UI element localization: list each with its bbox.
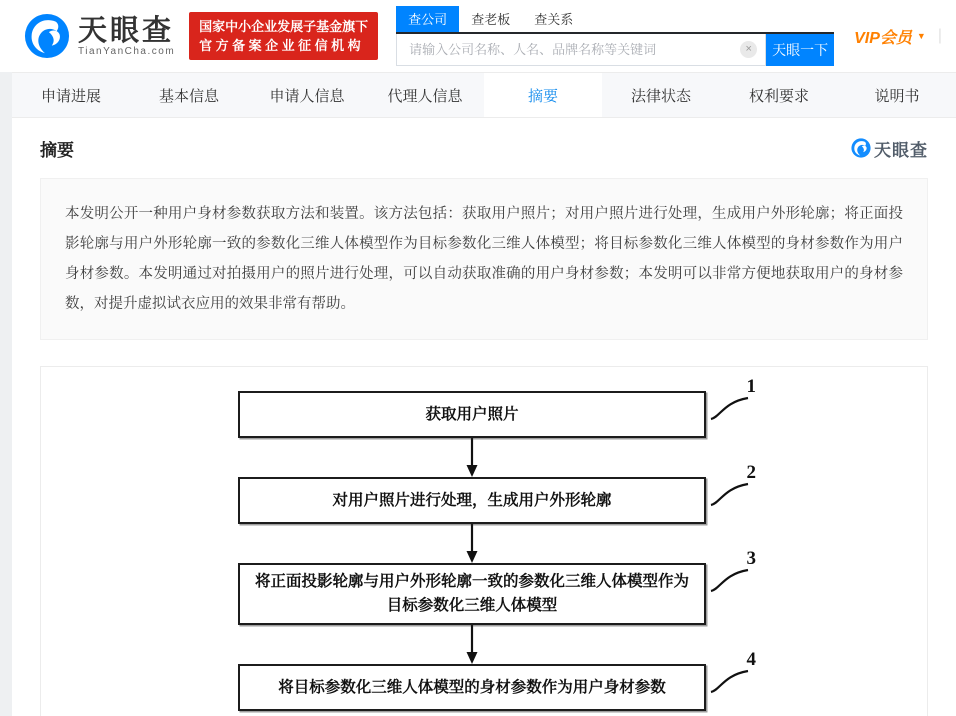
vip-label: VIP会员 xyxy=(854,29,912,47)
leader-curve xyxy=(710,480,750,508)
tab-agent-info[interactable]: 代理人信息 xyxy=(387,87,463,105)
flow-step-4 xyxy=(238,649,756,711)
search-tabs xyxy=(396,6,834,34)
tab-abstract[interactable]: 摘要 xyxy=(484,73,602,117)
tab-legal-status[interactable]: 法律状态 xyxy=(630,87,691,105)
gov-certification-badge xyxy=(189,12,378,60)
figure-number: 2 xyxy=(746,462,756,483)
down-arrow-icon xyxy=(464,524,480,563)
vip-menu[interactable] xyxy=(854,25,942,48)
tab-specification[interactable]: 说明书 xyxy=(874,87,920,105)
site-header xyxy=(0,0,956,72)
badge-line1: 国家中小企业发展子基金旗下 xyxy=(199,19,369,34)
logo-brand-text: 天眼查 xyxy=(78,14,175,47)
flow-step-1 xyxy=(238,376,756,438)
tab-application-progress[interactable]: 申请进展 xyxy=(40,87,101,105)
figure-number: 3 xyxy=(746,548,756,569)
page-title: 摘要 xyxy=(40,140,74,160)
tianyancha-logo[interactable] xyxy=(24,13,175,59)
flow-box: 获取用户照片 xyxy=(238,391,706,438)
tab-claims[interactable]: 权利要求 xyxy=(748,87,809,105)
search-tab-company[interactable]: 查公司 xyxy=(396,6,459,32)
logo-domain-text: TianYanCha.com xyxy=(78,45,176,57)
tianyancha-eye-icon xyxy=(24,13,70,59)
flow-step-2 xyxy=(238,462,756,524)
tianyancha-eye-icon xyxy=(851,138,871,158)
flow-box: 将目标参数化三维人体模型的身材参数作为用户身材参数 xyxy=(238,664,706,711)
patent-section-tabs xyxy=(12,72,956,118)
search-tab-relation[interactable]: 查关系 xyxy=(534,12,574,27)
leader-curve xyxy=(710,394,750,422)
figure-number: 1 xyxy=(746,376,756,397)
leader-curve xyxy=(710,667,750,695)
chevron-down-icon: ▼ xyxy=(916,31,926,41)
search-input[interactable] xyxy=(397,34,765,65)
flow-box: 将正面投影轮廓与用户外形轮廓一致的参数化三维人体模型作为目标参数化三维人体模型 xyxy=(238,563,706,625)
search-input-wrap xyxy=(396,34,766,66)
tianyancha-watermark xyxy=(851,136,928,161)
down-arrow-icon xyxy=(464,438,480,477)
figure-number: 4 xyxy=(746,649,756,670)
down-arrow-icon xyxy=(464,625,480,664)
patent-figure xyxy=(40,366,928,716)
page-body xyxy=(12,72,956,716)
flow-step-3 xyxy=(238,548,756,625)
search-tab-boss[interactable]: 查老板 xyxy=(471,12,511,27)
clear-search-icon[interactable]: × xyxy=(740,41,757,58)
leader-curve xyxy=(710,566,750,594)
tab-applicant-info[interactable]: 申请人信息 xyxy=(269,87,345,105)
abstract-text: 本发明公开一种用户身材参数获取方法和装置。该方法包括：获取用户照片；对用户照片进行处理，生成用户外形轮廓；将正面投影轮廓与用户外形轮廓一致的参数化三维人体模型作为目标参数化三维人体模型；将目标参数化三维人体模型的身材参数作为用户身材参数。本发明通过对拍摄用户的照片进行处理，可以自动获取准确的用户身材参数；本发明可以非常方便地获取用户的身材参数，对提升虚拟试衣应用的效果非常有帮助。 xyxy=(40,178,928,340)
header-search xyxy=(396,6,834,66)
tab-basic-info[interactable]: 基本信息 xyxy=(158,87,219,105)
badge-line2: 官方备案企业征信机构 xyxy=(199,38,365,53)
watermark-text: 天眼查 xyxy=(874,140,928,160)
search-button[interactable]: 天眼一下 xyxy=(766,34,834,66)
flow-box: 对用户照片进行处理，生成用户外形轮廓 xyxy=(238,477,706,524)
header-divider: | xyxy=(937,27,942,44)
